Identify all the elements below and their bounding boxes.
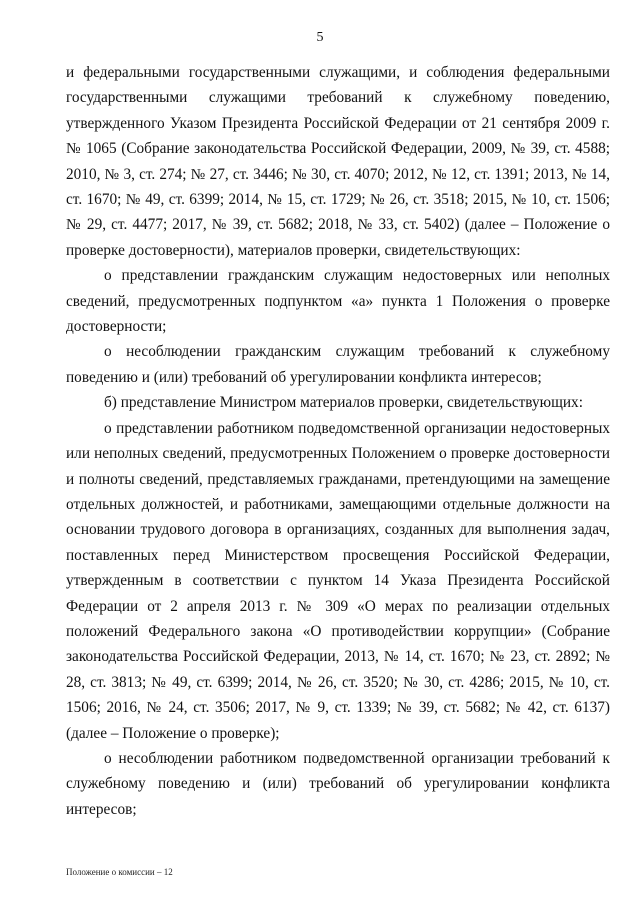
document-body [66, 60, 610, 822]
paragraph-item-b: б) представление Министром материалов проверки, свидетельствующих: [104, 394, 583, 412]
paragraph-intro: и федеральными государственными служащими, и соблюдения федеральными государственными служащими требований к служебному поведению, утвержденного Указом Президента Российской Федерации от 21 сентября 2009 г. № 1065 (Собрание законодательства Российской Федерации, 2009, № 39, ст. 4588; 2010, № 3, ст. 274; № 27, ст. 3446; № 30, ст. 4070; 2012, № 12, ст. 1391; 2013, № 14, ст. 1670; № 49, ст. 6399; 2014, № 15, ст. 1729; № 26, ст. 3518; 2015, № 10, ст. 1506; № 29, ст. 4477; 2017, № 39, ст. 5682; 2018, № 33, ст. 5402) (далее – Положение о проверке достоверности), материалов проверки, свидетельствующих: [66, 64, 610, 259]
page-number: 5 [316, 30, 324, 45]
footer-note: Положение о комиссии – 12 [66, 867, 173, 877]
paragraph-noncompliance-civil-servant: о несоблюдении гражданским служащим требований к служебному поведению и (или) требований об урегулировании конфликта интересов; [66, 343, 610, 386]
paragraph-false-info-civil-servant: о представлении гражданским служащим недостоверных или неполных сведений, предусмотренных подпунктом «а» пункта 1 Положения о проверке достоверности; [66, 267, 610, 336]
paragraph-noncompliance-employee: о несоблюдении работником подведомственной организации требований к служебному поведению и (или) требований об урегулировании конфликта интересов; [66, 749, 610, 818]
paragraph-false-info-employee: о представлении работником подведомственной организации недостоверных или неполных сведений, предусмотренных Положением о проверке достоверности и полноты сведений, представляемых гражданами, претендующими на замещение отдельных должностей, и работниками, замещающими отдельные должности на основании трудового договора в организациях, созданных для выполнения задач, поставленных перед Министерством просвещения Российской Федерации, утвержденным в соответствии с пунктом 14 Указа Президента Российской Федерации от 2 апреля 2013 г. № 309 «О мерах по реализации отдельных положений Федерального закона «О противодействии коррупции» (Собрание законодательства Российской Федерации, 2013, № 14, ст. 1670; № 23, ст. 2892; № 28, ст. 3813; № 49, ст. 6399; 2014, № 26, ст. 3520; № 30, ст. 4286; 2015, № 10, ст. 1506; 2016, № 24, ст. 3506; 2017, № 9, ст. 1339; № 39, ст. 5682; № 42, ст. 6137) (далее – Положение о проверке); [66, 419, 610, 742]
